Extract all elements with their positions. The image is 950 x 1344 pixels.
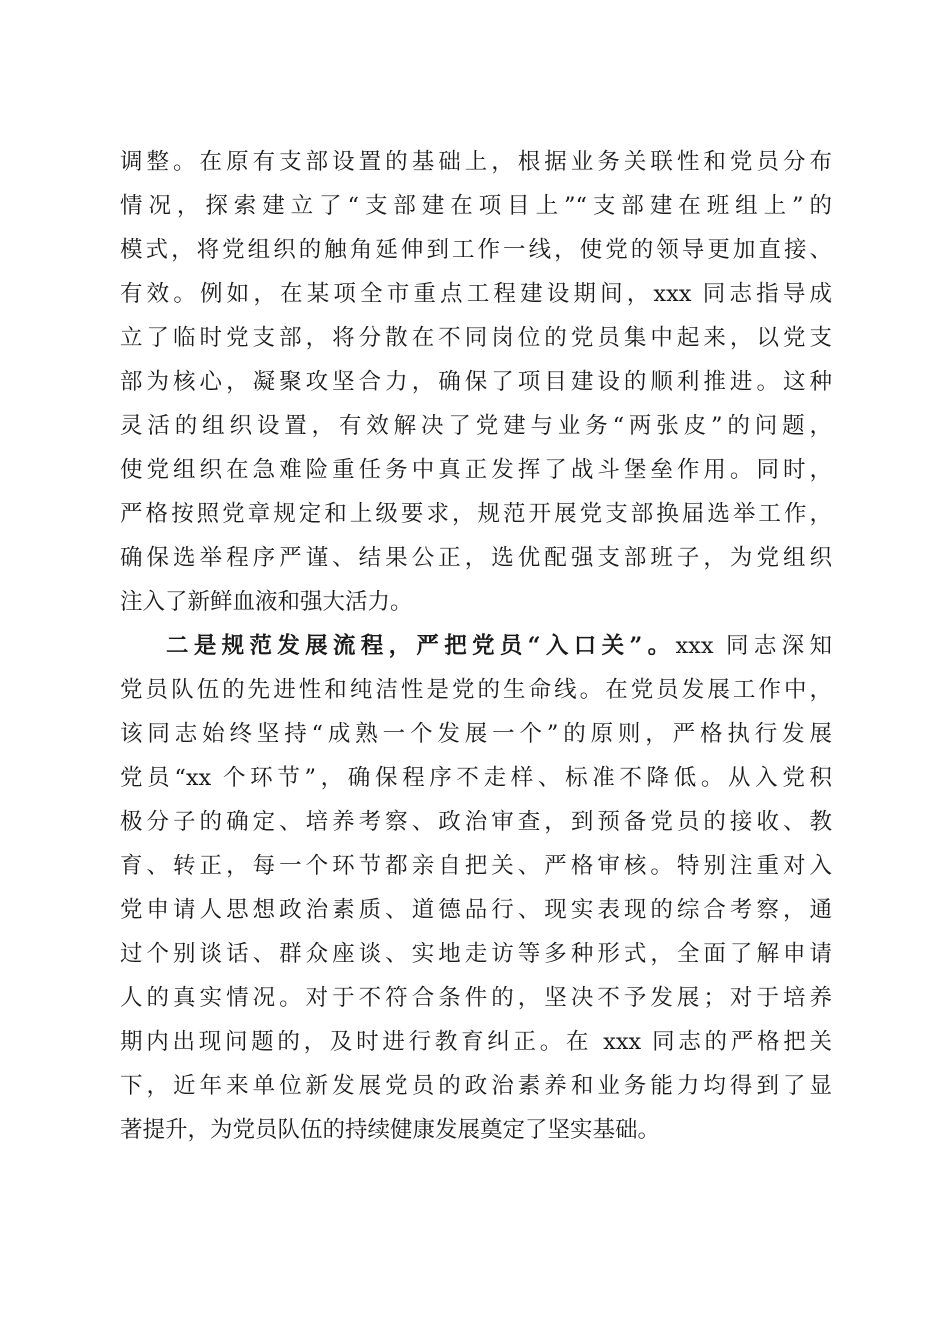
paragraph-2-line-3: 该同志始终坚持“成熟一个发展一个”的原则，严格执行发展 <box>120 721 832 747</box>
paragraph-2-line-1-rest: xxx 同志深知 <box>675 633 832 659</box>
paragraph-2-line-11: 下，近年来单位新发展党员的政治素养和业务能力均得到了显 <box>120 1073 832 1099</box>
paragraph-2-line-5: 极分子的确定、培养考察、政治审查，到预备党员的接收、教 <box>120 809 832 835</box>
paragraph-2-lead: 二是规范发展流程，严把党员“入口关”。 <box>166 633 676 659</box>
paragraph-1-line-5: 立了临时党支部，将分散在不同岗位的党员集中起来，以党支 <box>120 325 832 351</box>
paragraph-2-line-10: 期内出现问题的，及时进行教育纠正。在 xxx 同志的严格把关 <box>120 1029 832 1055</box>
paragraph-2-line-2: 党员队伍的先进性和纯洁性是党的生命线。在党员发展工作中， <box>120 677 832 703</box>
paragraph-1-line-10: 确保选举程序严谨、结果公正，选优配强支部班子，为党组织 <box>120 545 832 571</box>
paragraph-1-line-6: 部为核心，凝聚攻坚合力，确保了项目建设的顺利推进。这种 <box>120 369 832 395</box>
paragraph-2-line-6: 育、转正，每一个环节都亲自把关、严格审核。特别注重对入 <box>120 853 832 879</box>
paragraph-1-line-2: 情况，探索建立了“支部建在项目上”“支部建在班组上”的 <box>120 193 832 219</box>
paragraph-2-line-9: 人的真实情况。对于不符合条件的，坚决不予发展；对于培养 <box>120 985 832 1011</box>
paragraph-2-line-7: 党申请人思想政治素质、道德品行、现实表现的综合考察，通 <box>120 897 832 923</box>
paragraph-1-line-9: 严格按照党章规定和上级要求，规范开展党支部换届选举工作， <box>120 501 832 527</box>
paragraph-1-line-7: 灵活的组织设置，有效解决了党建与业务“两张皮”的问题， <box>120 413 832 439</box>
paragraph-2-line-12: 著提升，为党员队伍的持续健康发展奠定了坚实基础。 <box>120 1117 661 1143</box>
paragraph-1-line-1: 调整。在原有支部设置的基础上，根据业务关联性和党员分布 <box>120 149 832 175</box>
paragraph-1-line-11: 注入了新鲜血液和强大活力。 <box>120 589 413 615</box>
paragraph-1-line-4: 有效。例如，在某项全市重点工程建设期间，xxx 同志指导成 <box>120 281 832 307</box>
paragraph-1-line-3: 模式，将党组织的触角延伸到工作一线，使党的领导更加直接、 <box>120 237 832 263</box>
paragraph-2-line-1 <box>166 626 832 666</box>
paragraph-1-line-8: 使党组织在急难险重任务中真正发挥了战斗堡垒作用。同时， <box>120 457 832 483</box>
paragraph-2-line-4: 党员“xx 个环节”，确保程序不走样、标准不降低。从入党积 <box>120 765 832 791</box>
paragraph-2-line-8: 过个别谈话、群众座谈、实地走访等多种形式，全面了解申请 <box>120 941 832 967</box>
